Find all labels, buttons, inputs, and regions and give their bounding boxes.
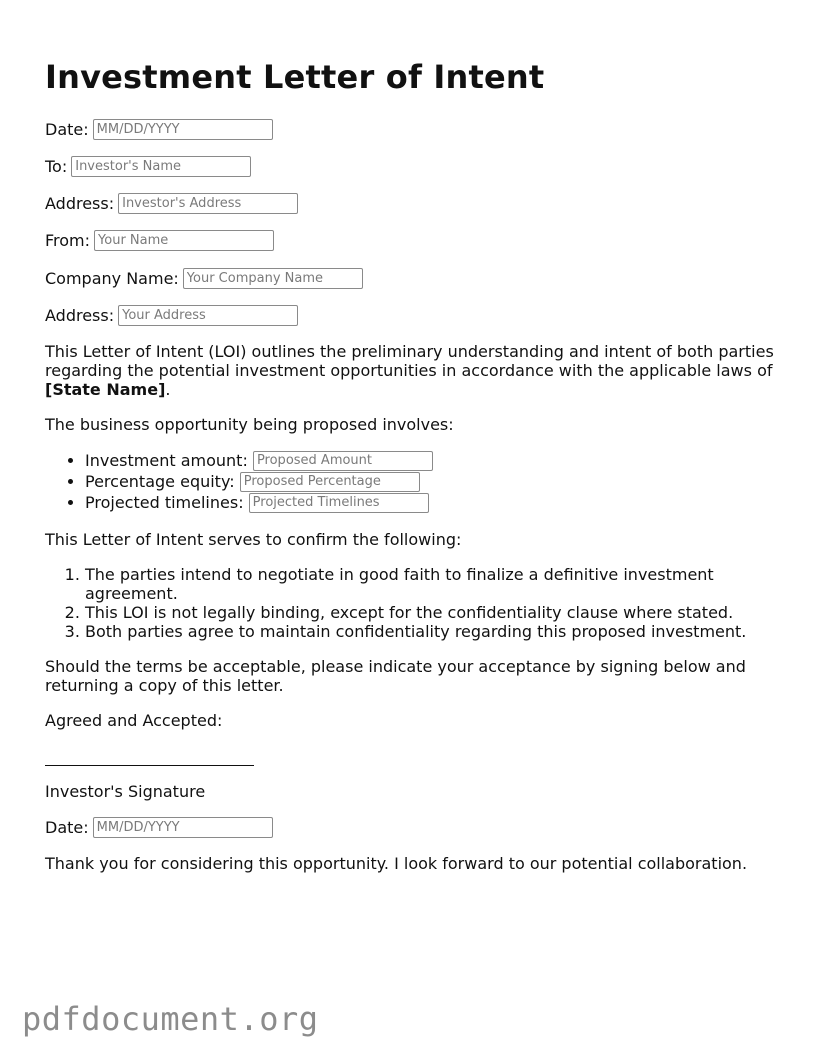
acceptance-paragraph: Should the terms be acceptable, please indicate your acceptance by signing below and returning a copy of this letter. <box>45 657 746 695</box>
percentage-equity-input[interactable] <box>240 472 420 492</box>
to-label: To: <box>45 156 68 176</box>
investor-address-input[interactable] <box>118 193 298 214</box>
intro-text: This Letter of Intent (LOI) outlines the preliminary understanding and intent of both parties regarding the potential investment opportunities in accordance with the applicable laws of <box>45 342 774 380</box>
intro-end: . <box>165 380 171 399</box>
confirm-list <box>45 565 785 641</box>
signature-line[interactable] <box>45 765 254 766</box>
investor-address-row <box>45 191 298 215</box>
your-address-row <box>45 303 298 327</box>
percentage-equity-label: • Percentage equity: <box>85 472 235 491</box>
investor-address-label: Address: <box>45 193 115 213</box>
from-row <box>45 228 274 252</box>
to-row <box>45 154 251 178</box>
list-item <box>85 471 785 492</box>
list-item <box>85 450 785 471</box>
intro-paragraph <box>45 342 785 399</box>
from-label: From: <box>45 230 91 250</box>
list-item: 3. Both parties agree to maintain confidentiality regarding this proposed investment. <box>85 622 785 641</box>
agreed-label: Agreed and Accepted: <box>45 711 223 730</box>
investor-name-input[interactable] <box>71 156 251 177</box>
your-name-input[interactable] <box>94 230 274 251</box>
state-name-placeholder: [State Name] <box>45 380 166 399</box>
confirm-heading: This Letter of Intent serves to confirm the following: <box>45 530 462 549</box>
page-title: Investment Letter of Intent <box>45 58 545 96</box>
opportunity-heading: The business opportunity being proposed involves: <box>45 415 454 434</box>
signature-label: Investor's Signature <box>45 782 206 801</box>
date-label: Date: <box>45 119 89 139</box>
opportunity-list <box>45 450 785 513</box>
your-address-input[interactable] <box>118 305 298 326</box>
investment-amount-input[interactable] <box>253 451 433 471</box>
date-input[interactable] <box>93 119 273 140</box>
list-item: 1. The parties intend to negotiate in good faith to finalize a definitive investment agreement. <box>85 565 785 603</box>
date-row <box>45 117 273 141</box>
your-address-label: Address: <box>45 305 115 325</box>
list-item: 2. This LOI is not legally binding, except for the confidentiality clause where stated. <box>85 603 785 622</box>
closing-paragraph: Thank you for considering this opportunity. I look forward to our potential collaboration. <box>45 854 748 873</box>
watermark: pdfdocument.org <box>22 1000 319 1038</box>
signature-date-label: Date: <box>45 817 89 837</box>
company-name-input[interactable] <box>183 268 363 289</box>
projected-timelines-input[interactable] <box>249 493 429 513</box>
signature-date-row <box>45 815 273 839</box>
signature-date-input[interactable] <box>93 817 273 838</box>
company-row <box>45 266 363 290</box>
list-item <box>85 492 785 513</box>
company-label: Company Name: <box>45 268 179 288</box>
projected-timelines-label: • Projected timelines: <box>85 493 244 512</box>
investment-amount-label: • Investment amount: <box>85 451 248 470</box>
